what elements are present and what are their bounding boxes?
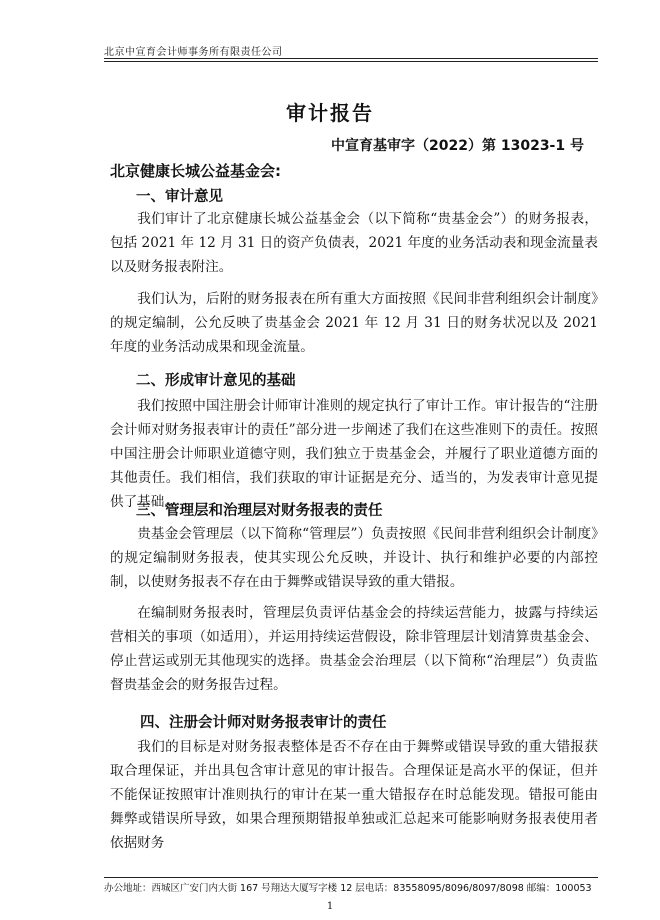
header-divider-thin — [104, 61, 598, 62]
paragraph: 贵基金会管理层（以下简称“管理层”）负责按照《民间非营利组织会计制度》的规定编制财务报表，使其实现公允反映，并设计、执行和维护必要的内部控制，以使财务报表不存在由于舞弊或错误导致的重大错报。 — [110, 526, 598, 590]
header-firm-name: 北京中宣育会计师事务所有限责任公司 — [104, 47, 283, 58]
paragraph: 我们认为，后附的财务报表在所有重大方面按照《民间非营利组织会计制度》的规定编制，公允反映了贵基金会 2021 年 12 月 31 日的财务状况以及 2021 年度的业务活动成果和现金流量。 — [110, 291, 598, 355]
section-heading-basis: 二、形成审计意见的基础 — [136, 373, 296, 389]
header-divider — [104, 58, 598, 59]
document-title: 审计报告 — [286, 101, 374, 125]
addressee: 北京健康长城公益基金会: — [110, 162, 281, 180]
section-heading-management-responsibility: 三、管理层和治理层对财务报表的责任 — [136, 503, 383, 519]
section-heading-audit-opinion: 一、审计意见 — [136, 189, 223, 205]
page-number: 1 — [326, 901, 334, 912]
footer-address: 办公地址：西城区广安门内大街 167 号翔达大厦写字楼 12 层电话：83558095/8096/8097/8098 邮编：100053 — [104, 883, 592, 894]
paragraph: 我们按照中国注册会计师审计准则的规定执行了审计工作。审计报告的“注册会计师对财务报表审计的责任”部分进一步阐述了我们在这些准则下的责任。按照中国注册会计师职业道德守则，我们独立于贵基金会，并履行了职业道德方面的其他责任。我们相信，我们获取的审计证据是充分、适当的，为发表审计意见提供了基础。 — [110, 398, 598, 510]
paragraph: 我们审计了北京健康长城公益基金会（以下简称“贵基金会”）的财务报表，包括 2021 年 12 月 31 日的资产负债表，2021 年度的业务活动表和现金流量表以及财务报表附注。 — [110, 211, 598, 275]
reference-number: 中宣育基审字（2022）第 13023-1 号 — [331, 138, 584, 154]
footer-divider — [104, 877, 598, 878]
paragraph: 在编制财务报表时，管理层负责评估基金会的持续运营能力，披露与持续运营相关的事项（如适用），并运用持续运营假设，除非管理层计划清算贵基金会、停止营运或别无其他现实的选择。贵基金会治理层（以下简称“治理层”）负责监督贵基金会的财务报告过程。 — [110, 605, 598, 693]
section-heading-auditor-responsibility: 四、注册会计师对财务报表审计的责任 — [140, 715, 387, 731]
paragraph: 我们的目标是对财务报表整体是否不存在由于舞弊或错误导致的重大错报获取合理保证，并出具包含审计意见的审计报告。合理保证是高水平的保证，但并不能保证按照审计准则执行的审计在某一重大错报存在时总能发现。错报可能由舞弊或错误所导致，如果合理预期错报单独或汇总起来可能影响财务报表使用者依据财务 — [110, 739, 598, 851]
